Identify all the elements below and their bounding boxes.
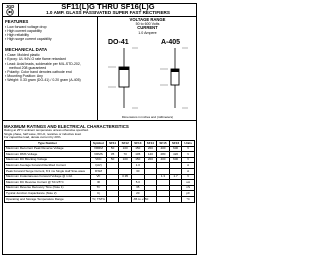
cell-unit: V xyxy=(182,146,195,152)
cell-value: 35 xyxy=(106,152,119,158)
cell-symbol: VRRM xyxy=(91,146,107,152)
feature-item: ▪High reliability xyxy=(5,33,30,38)
cell-value: 70 xyxy=(119,152,132,158)
feature-item: ▪Low forward voltage drop xyxy=(5,25,47,29)
cell-parameter: Maximum Average Forward Rectified Current xyxy=(5,163,91,169)
cell-unit: A xyxy=(182,163,195,169)
mechanical-item: ▪Lead: Axial leads, solderable per MIL-STD-202, xyxy=(5,61,81,66)
bullet-icon: ▪ xyxy=(5,69,7,74)
voltage-range-panel xyxy=(98,16,197,35)
cell-value: 140 xyxy=(144,152,157,158)
mechanical-list xyxy=(2,53,97,82)
table-row xyxy=(5,196,195,202)
cell-value: 400 xyxy=(157,157,170,163)
cell-value: 5.0 xyxy=(131,180,144,186)
section-divider xyxy=(2,120,197,121)
cell-symbol: Cj xyxy=(91,191,107,197)
cell-value: 150 xyxy=(131,146,144,152)
cell-value: 1.0 xyxy=(131,163,144,169)
package-drawings xyxy=(98,39,197,109)
cell-value: 1.7 xyxy=(169,174,182,180)
column-header-part: SF12 xyxy=(119,141,132,147)
cell-value: 150 xyxy=(131,157,144,163)
current-value: 1.0 Ampere xyxy=(138,30,157,35)
cell-symbol: VRMS xyxy=(91,152,107,158)
cell-value: 0.95 xyxy=(119,174,132,180)
bullet-icon: ▪ xyxy=(5,77,7,82)
cell-parameter: Maximum Recurrent Peak Reverse Voltage xyxy=(5,146,91,152)
column-header-part: SF16 xyxy=(169,141,182,147)
cell-unit: pF xyxy=(182,191,195,197)
bullet-icon: ▪ xyxy=(5,61,7,66)
mechanical-item: ▪Polarity: Color band denotes cathode end xyxy=(5,69,72,74)
cell-parameter: Maximum DC Reverse Current @ TA=25°C xyxy=(5,180,91,186)
cell-value: -65 to +150 xyxy=(132,196,149,201)
bullet-icon: ▪ xyxy=(5,29,7,34)
cell-parameter: Peak Forward Surge Current, 8.3 ms Single Half Sine-wave xyxy=(5,168,91,174)
bullet-icon: ▪ xyxy=(5,37,7,42)
max-ratings-title: MAXIMUM RATINGS AND ELECTRICAL CHARACTERISTICS xyxy=(4,124,129,129)
table-body xyxy=(5,146,195,202)
cell-parameter: Maximum RMS Voltage xyxy=(5,152,91,158)
svg-text:JGD: JGD xyxy=(5,4,15,9)
cell-symbol: TJ, TSTG xyxy=(92,196,106,201)
cell-value: 100 xyxy=(119,157,132,163)
cell-unit: nS xyxy=(182,185,195,191)
bullet-icon: ▪ xyxy=(5,73,7,78)
bullet-icon: ▪ xyxy=(5,57,7,62)
cell-value: 400 xyxy=(157,146,170,152)
cell-value: 600 xyxy=(169,157,182,163)
cell-parameter: Maximum Instantaneous Forward Voltage @ 1.0A xyxy=(5,174,91,180)
rating-note: For capacitive load, derate current by 20%. xyxy=(4,135,62,140)
features-panel xyxy=(2,16,98,120)
column-header-part: SF14 xyxy=(144,141,157,147)
cell-unit: V xyxy=(182,174,195,180)
company-logo xyxy=(3,3,17,16)
features-list xyxy=(2,25,97,41)
package-label-right: A-405 xyxy=(161,39,181,46)
voltage-range-value: 50 to 600 Volts xyxy=(135,22,160,27)
features-heading: FEATURES xyxy=(5,19,29,24)
cell-value: 50 xyxy=(106,146,119,152)
cell-value xyxy=(169,196,182,202)
cell-value xyxy=(119,196,132,202)
cell-value: 105 xyxy=(131,152,144,158)
mechanical-item: ▪Case: Molded plastic xyxy=(5,53,40,58)
cell-value: 50 xyxy=(106,157,119,163)
cell-value: 420 xyxy=(169,152,182,158)
cell-unit: °C xyxy=(182,196,195,202)
diode-outline-drawing-do41 xyxy=(104,47,144,109)
column-header-type: Type Number xyxy=(5,141,91,147)
voltage-range-heading: VOLTAGE RANGE xyxy=(129,17,166,22)
page-title: SF11(L)G THRU SF16(L)G xyxy=(61,2,155,11)
cell-parameter: Typical Junction Capacitance (Note 2) xyxy=(5,191,91,197)
cell-symbol: IFSM xyxy=(91,168,107,174)
mechanical-item: ▪Weight: 0.33 gram (DO-41) / 0.20 gram (A-405) xyxy=(5,77,81,82)
cell-symbol: IR xyxy=(91,180,107,186)
mechanical-item: ▪Epoxy: UL 94V-O rate flame retardant xyxy=(5,57,66,62)
feature-item: ▪High current capability xyxy=(5,29,42,34)
cell-value xyxy=(106,196,119,202)
mechanical-item-continued: method 208 guaranteed xyxy=(9,65,47,70)
current-heading: CURRENT xyxy=(137,25,158,31)
feature-item: ▪High surge current capability xyxy=(5,37,52,42)
cell-value: 600 xyxy=(169,146,182,152)
cell-symbol: I(AV) xyxy=(91,163,107,169)
cell-value: 280 xyxy=(157,152,170,158)
cell-unit: V xyxy=(182,152,195,158)
cell-symbol: Trr xyxy=(91,185,107,191)
package-label-left: DO-41 xyxy=(108,39,129,46)
cell-unit: A xyxy=(182,168,195,174)
cell-unit: V xyxy=(182,157,195,163)
cell-value: 200 xyxy=(144,146,157,152)
column-header-units: Units xyxy=(182,141,195,147)
mechanical-heading: MECHANICAL DATA xyxy=(5,47,48,53)
cell-parameter: Maximum Reverse Recovery Time (Note 1) xyxy=(5,185,91,191)
ratings-table xyxy=(4,140,195,203)
cell-value xyxy=(157,196,170,202)
cell-value: 1.3 xyxy=(157,174,170,180)
column-header-part: SF13 xyxy=(131,141,144,147)
cell-unit: uA xyxy=(182,180,195,186)
cell-symbol: VDC xyxy=(91,157,107,163)
mechanical-item: ▪Mounting Position: Any xyxy=(5,73,43,78)
column-header-part: SF11 xyxy=(106,141,119,147)
max-ratings-notes xyxy=(4,129,89,140)
cell-parameter: Operating and Storage Temperature Range xyxy=(5,196,91,202)
column-header-symbol: Symbol xyxy=(91,141,107,147)
dimensions-note: Dimensions in inches and (millimeters) xyxy=(121,115,174,119)
cell-value: 35 xyxy=(131,185,144,191)
cell-value: 30 xyxy=(131,168,144,174)
rating-note: Rating at 25°C ambient temperature unless otherwise specified. xyxy=(4,128,89,132)
rating-note: Single phase, half wave, 60 Hz, resistive or inductive load. xyxy=(4,131,82,136)
cell-value: 100 xyxy=(119,146,132,152)
column-header-part: SF15 xyxy=(157,141,170,147)
cell-value: 20 xyxy=(131,191,144,197)
cell-symbol: VF xyxy=(91,174,107,180)
diode-outline-drawing-a405 xyxy=(155,47,195,109)
bullet-icon: ▪ xyxy=(5,33,7,38)
bullet-icon: ▪ xyxy=(5,53,7,58)
page-subtitle: 1.0 AMP. GLASS PASSIVATED SUPER FAST RECTIFIERS xyxy=(46,10,170,15)
cell-parameter: Maximum DC Blocking Voltage xyxy=(5,157,91,163)
cell-value: 200 xyxy=(144,157,157,163)
bullet-icon: ▪ xyxy=(5,25,7,29)
